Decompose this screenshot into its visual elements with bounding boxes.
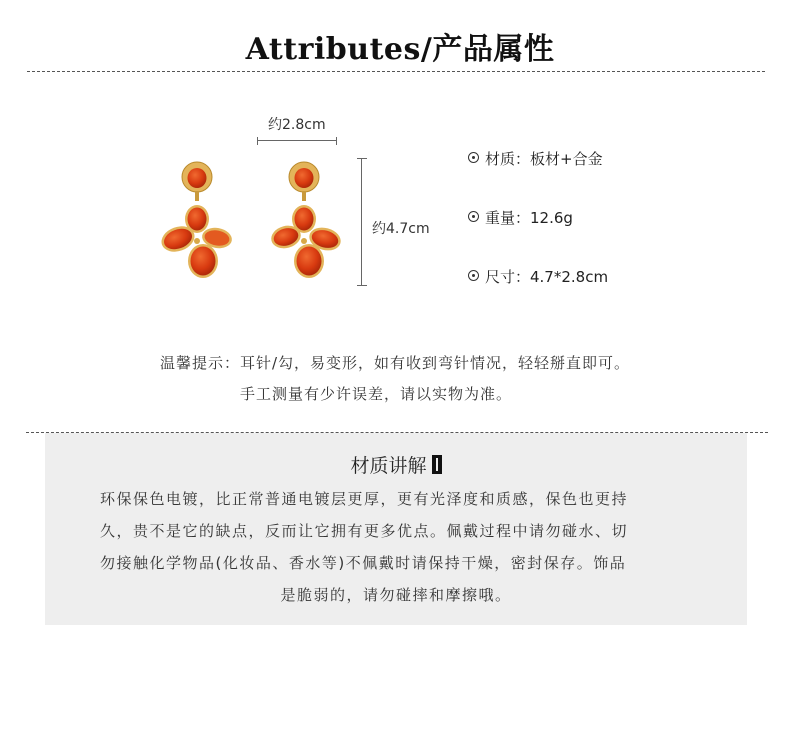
bullet-icon: [468, 211, 479, 222]
material-line-3: 勿接触化学物品(化妆品、香水等)不佩戴时请保持干燥，密封保存。饰品: [100, 554, 627, 572]
width-measure-line: [257, 140, 337, 141]
material-line-2: 久，贵不是它的缺点，反而让它拥有更多优点。佩戴过程中请勿碰水、切: [100, 522, 629, 540]
attribute-weight: 重量：12.6g: [468, 207, 573, 228]
material-line-1: 环保保色电镀，比正常普通电镀层更厚，更有光泽度和质感，保色也更持: [100, 490, 629, 508]
width-label: 约2.8cm: [268, 117, 326, 133]
material-title: 材质讲解: [45, 451, 747, 478]
attribute-size: 尺寸：4.7*2.8cm: [468, 266, 608, 287]
top-divider: [27, 71, 765, 72]
material-line-4: 是脆弱的，请勿碰摔和摩擦哦。: [280, 586, 512, 604]
earring-right-image: [265, 158, 350, 284]
attribute-material: 材质：板材+合金: [468, 148, 603, 169]
height-measure-line: [361, 158, 362, 286]
tip-line-1: 温馨提示：耳针/勾，易变形，如有收到弯针情况，轻轻掰直即可。: [160, 354, 631, 372]
bullet-icon: [468, 270, 479, 281]
bullet-icon: [468, 152, 479, 163]
earring-left-image: [155, 158, 240, 284]
tip-line-2: 手工测量有少许误差，请以实物为准。: [240, 385, 513, 403]
text-cursor-icon: [432, 455, 442, 474]
height-label: 约4.7cm: [372, 221, 430, 237]
page-title: Attributes/产品属性: [245, 32, 555, 67]
material-panel: [45, 433, 747, 625]
